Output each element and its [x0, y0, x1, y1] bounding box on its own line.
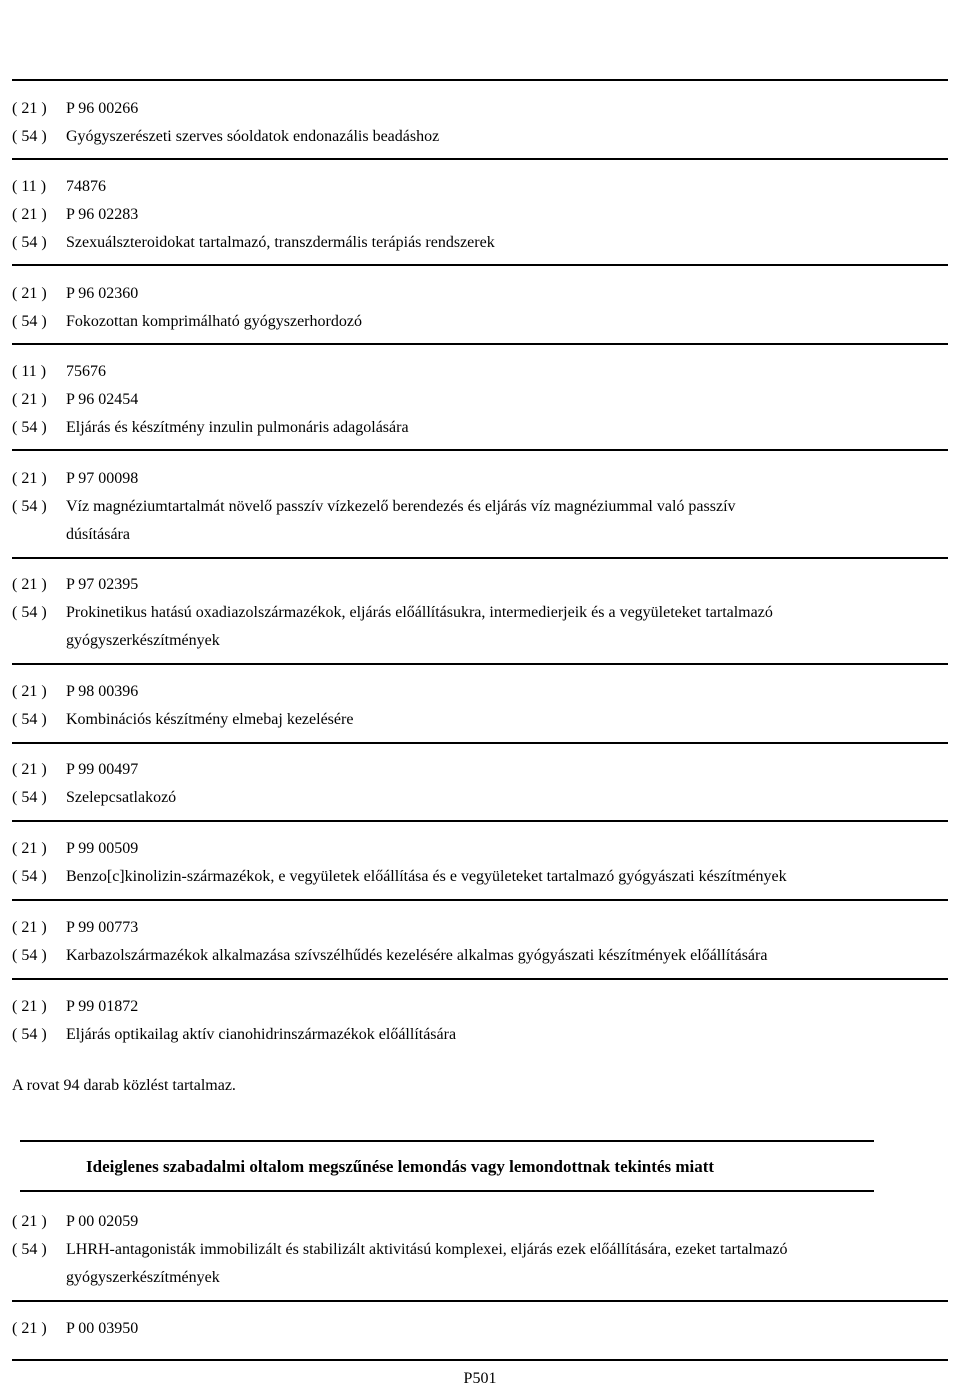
entry-field-54: ( 54 ) Prokinetikus hatású oxadiazolszármazékok, eljárás előállításukra, intermedierjeik és a vegyületeket tartalmazó [12, 604, 773, 621]
separator-rule [12, 79, 948, 81]
section-title-rule-bottom [20, 1190, 874, 1192]
separator-rule [12, 158, 948, 160]
entry-title-continuation: gyógyszerkészítmények [66, 632, 220, 649]
separator-rule [12, 1300, 948, 1302]
entry-field-54: ( 54 ) Karbazolszármazékok alkalmazása szívszélhűdés kezelésére alkalmas gyógyászati készítmények előállítására [12, 947, 768, 964]
entry-field-21: ( 21 ) P 97 02395 [12, 576, 139, 593]
separator-rule [12, 449, 948, 451]
entry-field-21: ( 21 ) P 96 02283 [12, 206, 139, 223]
footer-rule [12, 1359, 948, 1361]
separator-rule [12, 557, 948, 559]
entry-field-21: ( 21 ) P 99 00509 [12, 840, 139, 857]
entry-field-21: ( 21 ) P 96 02454 [12, 391, 139, 408]
section-summary: A rovat 94 darab közlést tartalmaz. [12, 1077, 236, 1094]
header-section-title: Szabadalmi oltalom megszűnése és újra érvénybe helyezése [288, 23, 672, 40]
section-title: Ideiglenes szabadalmi oltalom megszűnése lemondás vagy lemondottnak tekintés miatt [86, 1157, 715, 1176]
entry-field-54: ( 54 ) Szelepcsatlakozó [12, 789, 177, 806]
entry-field-11: ( 11 ) 75676 [12, 363, 106, 380]
separator-rule [12, 820, 948, 822]
entry-field-21: ( 21 ) P 98 00396 [12, 683, 139, 700]
section-title-rule-top [20, 1140, 874, 1142]
entry-field-54: ( 54 ) Eljárás és készítmény inzulin pulmonáris adagolására [12, 419, 409, 436]
separator-rule [12, 663, 948, 665]
separator-rule [12, 264, 948, 266]
entry-field-21: ( 21 ) P 00 02059 [12, 1213, 139, 1230]
entry-field-11: ( 11 ) 74876 [12, 178, 106, 195]
page-header [0, 0, 960, 50]
entry-field-21: ( 21 ) P 00 03950 [12, 1320, 139, 1337]
entry-field-21: ( 21 ) P 96 02360 [12, 285, 139, 302]
entry-field-21: ( 21 ) P 96 00266 [12, 100, 139, 117]
entry-field-54: ( 54 ) Szexuálszteroidokat tartalmazó, transzdermális terápiás rendszerek [12, 234, 495, 251]
entry-field-54: ( 54 ) Víz magnéziumtartalmát növelő passzív vízkezelő berendezés és eljárás víz magnéziummal való passzív [12, 498, 736, 515]
separator-rule [12, 343, 948, 345]
separator-rule [12, 899, 948, 901]
entry-field-21: ( 21 ) P 99 00497 [12, 761, 139, 778]
page-number: P501 [463, 1370, 497, 1387]
entry-field-54: ( 54 ) Kombinációs készítmény elmebaj kezelésére [12, 711, 354, 728]
entry-field-21: ( 21 ) P 99 01872 [12, 998, 139, 1015]
entry-field-54: ( 54 ) Gyógyszerészeti szerves sóoldatok endonazális beadáshoz [12, 128, 440, 145]
entry-title-continuation: dúsítására [66, 526, 130, 543]
entry-title-continuation: gyógyszerkészítmények [66, 1269, 220, 1286]
entry-field-21: ( 21 ) P 97 00098 [12, 470, 139, 487]
header-journal-title: Szabadalmi Közlöny és Védjegyértesítő 115. évfolyam 10. szám II. kötet, 2010.10.28. [204, 0, 756, 17]
separator-rule [12, 978, 948, 980]
entry-field-54: ( 54 ) Benzo[c]kinolizin-származékok, e vegyületek előállítása és e vegyületeket tartalmazó gyógyászati készítmények [12, 868, 787, 885]
entry-field-54: ( 54 ) LHRH-antagonisták immobilizált és stabilizált aktivitású komplexei, eljárás ezek előállítására, ezeket tartalmazó [12, 1241, 788, 1258]
entry-field-54: ( 54 ) Eljárás optikailag aktív cianohidrinszármazékok előállítására [12, 1026, 457, 1043]
entry-field-21: ( 21 ) P 99 00773 [12, 919, 139, 936]
entry-field-54: ( 54 ) Fokozottan komprimálható gyógyszerhordozó [12, 313, 362, 330]
separator-rule [12, 742, 948, 744]
